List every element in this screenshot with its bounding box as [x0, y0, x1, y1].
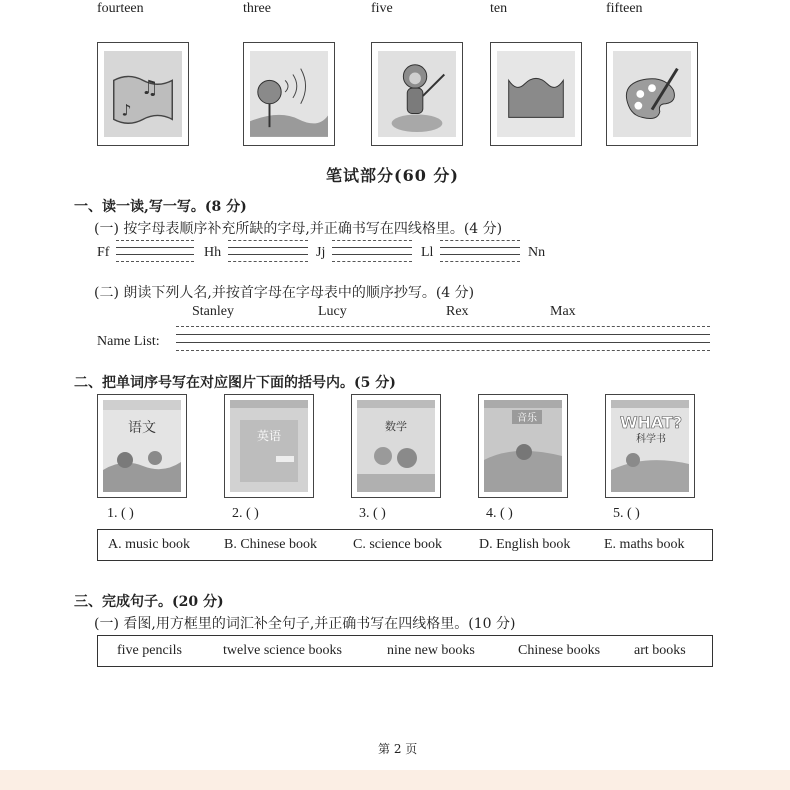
name-stanley: Stanley — [192, 304, 234, 319]
four-line-blank-2[interactable] — [228, 240, 308, 262]
picture-box-4 — [490, 42, 582, 146]
section3-heading: 三、完成句子。(20 分) — [74, 594, 224, 610]
picture-box-2 — [243, 42, 335, 146]
name-rex: Rex — [446, 304, 469, 319]
section1-heading: 一、读一读,写一写。(8 分) — [74, 199, 247, 215]
name-list-four-line[interactable] — [176, 326, 710, 348]
picture-box-5 — [606, 42, 698, 146]
cover-title-maths: 数学 — [385, 420, 407, 433]
svg-text:♫: ♫ — [141, 76, 159, 99]
monkey-king-icon — [378, 51, 456, 137]
page-number: 第 2 页 — [378, 742, 418, 756]
letter-Jj: Jj — [316, 245, 326, 260]
word-fifteen: fifteen — [606, 1, 643, 16]
cover-title-science: 科学书 — [636, 434, 666, 445]
section1-part2-instruction: (二) 朗读下列人名,并按首字母在字母表中的顺序抄写。(4 分) — [94, 285, 475, 301]
footer-band — [0, 770, 790, 790]
music-flag-icon — [104, 51, 182, 137]
word-five: five — [371, 1, 393, 16]
letter-Ff: Ff — [97, 245, 110, 260]
section1-part1-instruction: (一) 按字母表顺序补充所缺的字母,并正确书写在四线格里。(4 分) — [94, 221, 503, 237]
four-line-blank-3[interactable] — [332, 240, 412, 262]
word-twelve-science-books: twelve science books — [223, 643, 342, 658]
option-b: B. Chinese book — [224, 537, 317, 552]
four-line-blank-1[interactable] — [116, 240, 194, 262]
word-fourteen: fourteen — [97, 1, 144, 16]
four-line-blank-4[interactable] — [440, 240, 520, 262]
answer-paren-1[interactable]: 1. ( ) — [107, 506, 134, 521]
word-five-pencils: five pencils — [117, 643, 182, 658]
name-max: Max — [550, 304, 576, 319]
option-e: E. maths book — [604, 537, 685, 552]
cover-title-science-en: WHAT? — [619, 413, 683, 432]
cover-title-music: 音乐 — [517, 413, 537, 424]
book-cover-music — [478, 394, 568, 498]
letter-Ll: Ll — [421, 245, 434, 260]
crown-shape-icon — [497, 51, 575, 137]
answer-paren-3[interactable]: 3. ( ) — [359, 506, 386, 521]
word-three: three — [243, 1, 271, 16]
book-cover-chinese — [97, 394, 187, 498]
picture-box-1 — [97, 42, 189, 146]
answer-paren-5[interactable]: 5. ( ) — [613, 506, 640, 521]
word-chinese-books: Chinese books — [518, 643, 601, 658]
name-lucy: Lucy — [318, 304, 347, 319]
letter-Nn: Nn — [528, 245, 546, 260]
book-cover-science — [605, 394, 695, 498]
palette-brush-icon — [613, 51, 691, 137]
written-section-title: 笔试部分(60 分) — [326, 166, 459, 185]
word-art-books: art books — [634, 643, 686, 658]
option-d: D. English book — [479, 537, 571, 552]
option-a: A. music book — [108, 537, 191, 552]
name-list-label: Name List: — [97, 334, 160, 349]
option-c: C. science book — [353, 537, 443, 552]
answer-paren-2[interactable]: 2. ( ) — [232, 506, 259, 521]
letter-Hh: Hh — [204, 245, 222, 260]
cover-title-english: 英语 — [256, 429, 282, 443]
cover-title-chinese: 语文 — [128, 420, 156, 436]
book-cover-maths — [351, 394, 441, 498]
section3-part1-instruction: (一) 看图,用方框里的词汇补全句子,并正确书写在四线格里。(10 分) — [94, 616, 516, 632]
word-ten: ten — [490, 1, 508, 16]
svg-text:♪: ♪ — [121, 101, 132, 120]
section2-heading: 二、把单词序号写在对应图片下面的括号内。(5 分) — [74, 375, 396, 391]
word-nine-new-books: nine new books — [387, 643, 475, 658]
satellite-dish-icon — [250, 51, 328, 137]
picture-box-3 — [371, 42, 463, 146]
book-cover-english — [224, 394, 314, 498]
answer-paren-4[interactable]: 4. ( ) — [486, 506, 513, 521]
